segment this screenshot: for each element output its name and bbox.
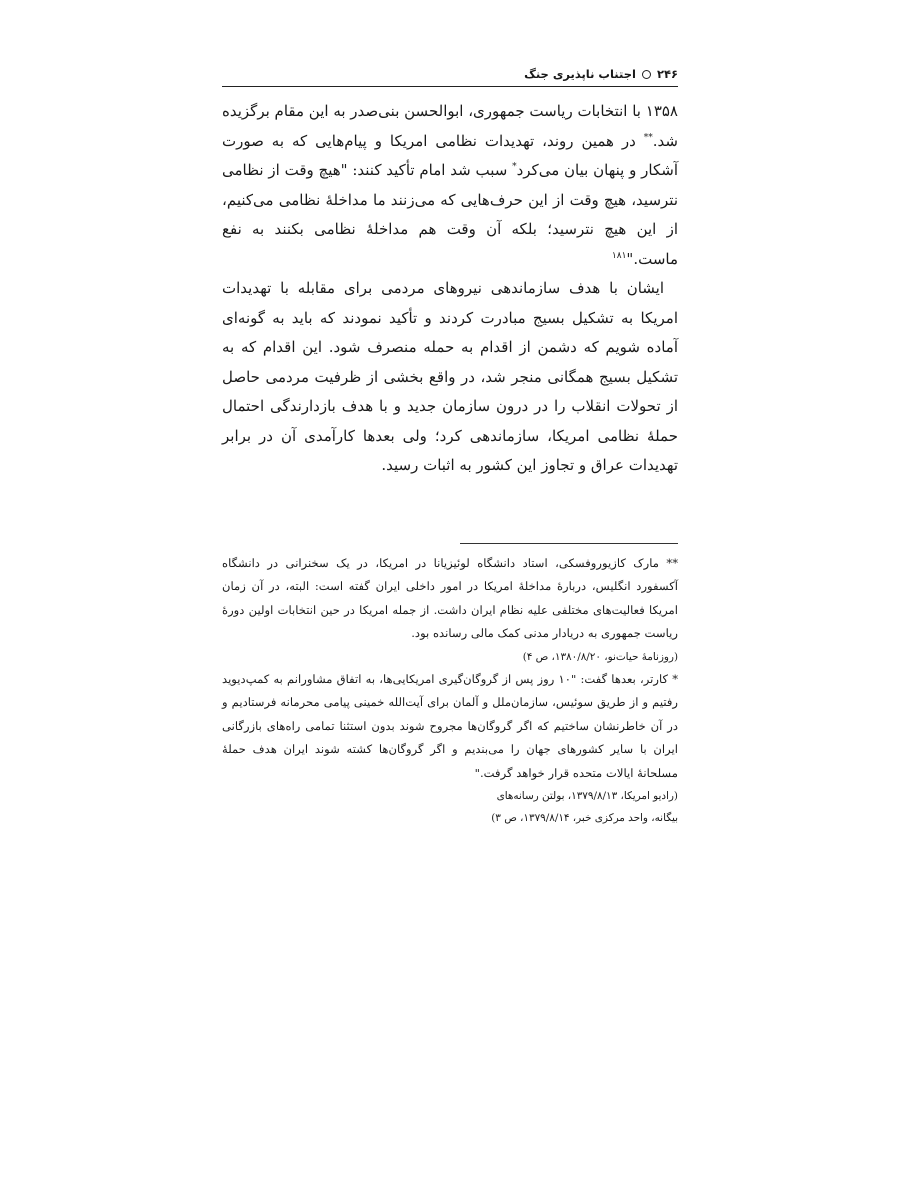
paragraph-1-part-a: ۱۳۵۸ با انتخابات ریاست جمهوری، ابوالحسن بنی‌صدر به این مقام برگزیده شد. bbox=[222, 102, 678, 150]
paragraph-1-part-b: در همین روند، تهدیدات نظامی امریکا و پیام‌هایی که به صورت آشکار و پنهان بیان می‌کرد bbox=[222, 131, 678, 179]
reference-number: ۱۸۱ bbox=[611, 250, 627, 261]
footnote-marker-double: ** bbox=[643, 132, 653, 143]
footnotes bbox=[222, 552, 678, 830]
paragraph-1 bbox=[222, 97, 678, 274]
footnote-1-source: (روزنامهٔ حیات‌نو، ۱۳۸۰/۸/۲۰، ص ۴) bbox=[522, 650, 678, 663]
page-number: ۲۴۶ bbox=[656, 67, 678, 81]
footnote-1: ** مارک کازیوروفسکی، استاد دانشگاه لوئیزیانا در امریکا، در یک سخنرانی در دانشگاه آکسفورد انگلیس، دربارهٔ مداخلهٔ امریکا در امور داخلی ایران گفته است: البته، در آن زمان امریکا فعالیت‌های مختلفی علیه نظام ایران داشت. از جمله امریکا در حین انتخابات اولین دورهٔ ریاست جمهوری به دریادار مدنی کمک مالی رسانده بود. bbox=[222, 555, 678, 640]
footnote-divider bbox=[460, 543, 678, 544]
book-page bbox=[222, 64, 678, 829]
running-title: اجتناب ناپذیری جنگ bbox=[524, 67, 636, 81]
paragraph-1-part-c: سبب شد امام تأکید کنند: "هیچ وقت از نظامی نترسید، هیچ وقت از این حرف‌هایی که می‌زنند ما مداخلهٔ نظامی می‌کنیم، از این هیچ نترسید؛ بلکه آن وقت هم مداخلهٔ نظامی بکنند به نفع ماست." bbox=[222, 161, 678, 268]
running-header bbox=[222, 64, 678, 87]
footnote-2: * کارتر، بعدها گفت: "۱۰ روز پس از گروگان‌گیری امریکایی‌ها، به اتفاق مشاورانم به کمپ‌دیوید رفتیم و از طریق سوئیس، سازمان‌ملل و آلمان برای آیت‌الله خمینی پیامی محرمانه فرستادیم و در آن خاطرنشان ساختیم که اگر گروگان‌ها مجروح شوند بدون استثنا تمامی راه‌های بازرگانی ایران با سایر کشورهای جهان را می‌بندیم و اگر گروگان‌ها کشته شوند ایران هدف حملهٔ مسلحانهٔ ایالات متحده قرار خواهد گرفت." bbox=[222, 671, 678, 780]
main-text bbox=[222, 97, 678, 481]
footnote-2-source-line-1: (رادیو امریکا، ۱۳۷۹/۸/۱۳، بولتن رسانه‌های bbox=[496, 790, 678, 802]
circle-bullet-icon bbox=[642, 70, 651, 79]
paragraph-2: ایشان با هدف سازماندهی نیروهای مردمی برای مقابله با تهدیدات امریکا به تشکیل بسیج مبادرت کردند و تأکید نمودند که باید به گونه‌ای آماده شویم که دشمن از اقدام به حمله منصرف شود. این اقدام که به تشکیل بسیج همگانی منجر شد، در واقع بخشی از ظرفیت مردمی حاصل از تحولات انقلاب را در درون سازمان جدید و با هدف بازدارندگی احتمال حملهٔ نظامی امریکا، سازماندهی کرد؛ ولی بعدها کارآمدی آن در برابر تهدیدات عراق و تجاوز این کشور به اثبات رسید. bbox=[222, 279, 678, 474]
footnote-marker-single: * bbox=[512, 162, 517, 172]
footnote-2-source-line-2: بیگانه، واحد مرکزی خبر، ۱۳۷۹/۸/۱۴، ص ۳) bbox=[491, 812, 678, 824]
